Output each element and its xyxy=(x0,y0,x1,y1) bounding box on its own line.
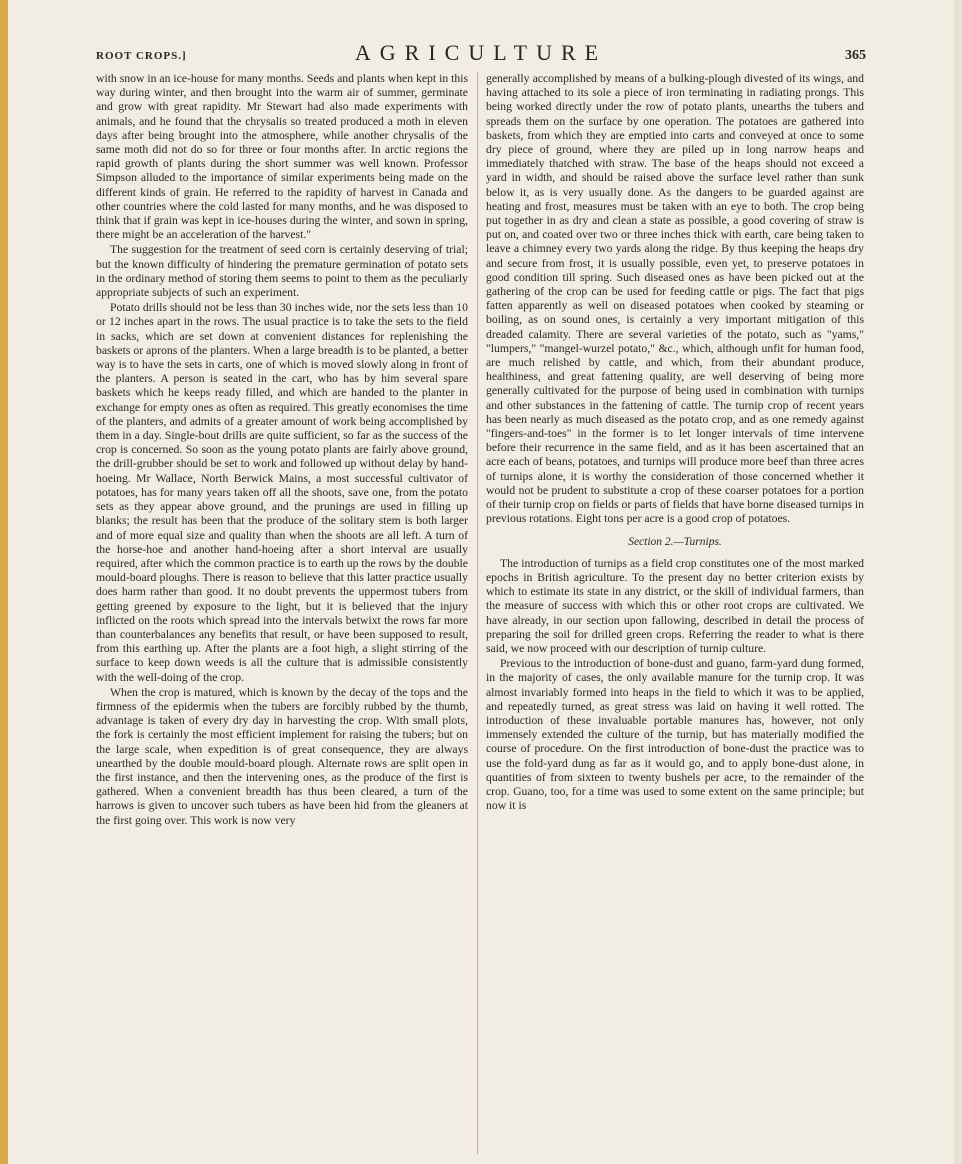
running-head xyxy=(8,36,954,66)
paragraph: The introduction of turnips as a field crop constitutes one of the most marked epochs in British agriculture. To the present day no better criterion exists by which to estimate its state in any district, or the skill of individual farmers, than the measure of success with which this or other root crops are cultivated. We have already, in our section upon fallowing, described in detail the process of preparing the soil for drilled green crops. Referring the reader to what is there said, we now proceed with our description of turnip culture. xyxy=(486,556,864,655)
paragraph: The suggestion for the treatment of seed corn is certainly deserving of trial; but the known difficulty of hindering the premature germination of potato sets in the ordinary method of storing them seems to point to them as the peculiarly appropriate subjects of such an experiment. xyxy=(96,243,468,300)
section-head-left: ROOT CROPS.] xyxy=(96,50,187,62)
paragraph: When the crop is matured, which is known by the decay of the tops and the firmness of the epidermis when the tubers are forcibly rubbed by the thumb, advantage is taken of every dry day in harvesting the crop. With small plots, the fork is certainly the most efficient implement for raising the tubers; but on the large scale, when expedition is of great consequence, they are always unearthed by the double mould-board plough. Alternate rows are split open in the first instance, and then the intervening ones, as the produce of the first is gathered. When a convenient breadth has thus been cleared, a turn of the harrows is given to uncover such tubers as have been hid from the gleaners at the first going over. This work is now very xyxy=(96,685,468,827)
paragraph: Potato drills should not be less than 30 inches wide, nor the sets less than 10 or 12 inches apart in the rows. The usual practice is to take the sets to the field in sacks, which are set down at convenient distances for replenishing the baskets or aprons of the planters. When a large breadth is to be planted, a better way is to have the sets in carts, one of which is moved slowly along in front of the planters. A person is seated in the cart, who has by him several spare baskets which he keeps ready filled, and which are handed to the planter in exchange for empty ones as often as required. This greatly economises the time of the planters, and admits of a greater amount of work being accomplished by them in a day. Single-bout drills are quite sufficient, so far as the success of the crop is concerned. So soon as the young potato plants are fairly above ground, the drill-grubber should be set to work and followed up without delay by hand-hoeing. Mr Wallace, North Berwick Mains, a most successful cultivator of potatoes, has for many years taken off all the shoots, save one, from the potato sets as they appear above ground, and the prunings are used in filling up blanks; the result has been that the produce of the solitary stem is both larger and of more equal size and quality than when the shoots are all left. A turn of the horse-hoe and another hand-hoeing after a short interval are usually required, after which the common practice is to earth up the rows by the double mould-board ploughs. There is reason to believe that this latter practice usually does harm rather than good. It no doubt prevents the uppermost tubers from getting greened by exposure to the light, but it is believed that the injury inflicted on the roots which spread into the intervals betwixt the rows far more than counterbalances any benefits that result, or have been supposed to result, from this earthing up. After the plants are a foot high, a slight stirring of the surface to keep down weeds is all the culture that is admissible consistently with the well-doing of the crop. xyxy=(96,301,468,684)
right-column xyxy=(486,72,864,1152)
paragraph: Previous to the introduction of bone-dust and guano, farm-yard dung formed, in the majority of cases, the only available manure for the turnip crop. It was almost invariably formed into heaps in the field to which it was to be applied, and repeatedly turned, as great stress was laid on having it well rotted. The introduction of these invaluable portable manures has, however, not only immensely extended the culture of the turnip, but has materially modified the course of procedure. On the first introduction of bone-dust the practice was to use the fold-yard dung as far as it would go, and to apply bone-dust alone, in quantities of from sixteen to twenty bushels per acre, to the remainder of the crop. Guano, too, for a time was used to some extent on the same principle; but now it is xyxy=(486,657,864,813)
section-heading: Section 2.—Turnips. xyxy=(628,535,722,548)
book-page xyxy=(8,0,954,1164)
page-number: 365 xyxy=(845,48,866,63)
page-edge-right xyxy=(954,0,962,1164)
page-title: AGRICULTURE xyxy=(354,40,608,65)
left-column xyxy=(96,72,468,1152)
paragraph: with snow in an ice-house for many months. Seeds and plants when kept in this way during winter, and then brought into the warm air of summer, germinate and grow with great rapidity. Mr Stewart had also made experiments with animals, and he found that the chrysalis so treated produced a moth in eleven days after being brought into the atmosphere, while another chrysalis of the same moth did not do so for three or four months after. In arctic regions the rapid growth of plants during the short summer was well known. Professor Simpson alluded to the importance of similar experiments being made on the different kinds of grain. He referred to the rapidity of harvest in Canada and other countries where the cold lasted for many months, and he was disposed to think that if grain was kept in ice-houses during the winter, and sown in spring, there might be an acceleration of the harvest." xyxy=(96,72,468,242)
paragraph: generally accomplished by means of a bulking-plough divested of its wings, and having attached to its sole a piece of iron terminating in radiating prongs. This being worked directly under the row of potato plants, unearths the tubers and spreads them on the surface by one operation. The potatoes are gathered into baskets, from which they are emptied into carts and conveyed at once to some dry piece of ground, where they are piled up in long narrow heaps and immediately thatched with straw. The base of the heaps should not exceed a yard in width, and should be raised above the surface level rather than sunk below it, as is very usually done. As the dangers to be guarded against are heating and frost, measures must be taken with an eye to both. The crop being put together in as dry and clean a state as possible, a good covering of straw is put on, and coated over two or three inches thick with earth, care being taken to leave a chimney every two yards along the ridge. By thus keeping the heaps dry and secure from frost, it is usually possible, even yet, to preserve potatoes in good condition till spring. Such diseased ones as have been picked out at the gathering of the crop can be used for feeding cattle or pigs. The fact that pigs fatten apparently as well on diseased potatoes when cooked by steaming or boiling, as on sound ones, is certainly a very important mitigation of this dreaded calamity. There are several varieties of the potato, such as "yams," "lumpers," "mangel-wurzel potato," &c., which, although unfit for human food, are much relished by cattle, and which, from their abundant produce, healthiness, and great fattening quality, are well deserving of being more generally cultivated for the purpose of being used in combination with turnips and other substances in the fattening of cattle. The turnip crop of recent years has been nearly as much diseased as the potato crop, and as one remedy against "fingers-and-toes" in the former is to let longer intervals of time intervene before their recurrence in the same field, and as it has been ascertained that an acre each of beans, potatoes, and turnips will produce more beef than three acres of turnips alone, it is worthy the consideration of those concerned whether it would not be prudent to substitute a crop of these coarser potatoes for a portion of their turnip crop on fields or parts of fields that have borne diseased turnips in previous rotations. Eight tons per acre is a good crop of potatoes. xyxy=(486,72,864,526)
page-edge-left xyxy=(0,0,8,1164)
column-divider xyxy=(477,72,478,1154)
